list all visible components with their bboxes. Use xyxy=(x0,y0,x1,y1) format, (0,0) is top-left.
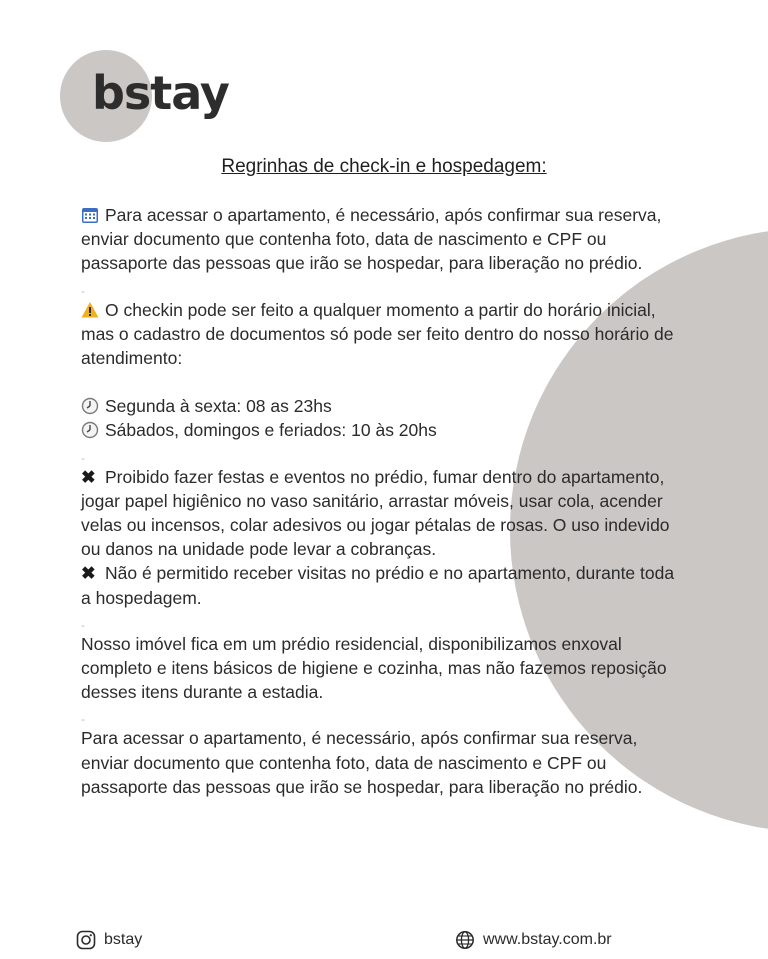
paragraph-visits: ✖ Não é permitido receber visitas no prédio e no apartamento, durante toda a hospedagem. xyxy=(81,563,675,608)
paragraph-documents-repeat: Para acessar o apartamento, é necessário, após confirmar sua reserva, enviar documento que contenha foto, data de nascimento e CPF ou passaporte das pessoas que irão se hospedar, para liberação no prédio. xyxy=(81,728,643,797)
x-mark-icon: ✖ xyxy=(81,466,96,487)
x-mark-icon: ✖ xyxy=(81,563,96,584)
globe-icon xyxy=(455,930,475,950)
warning-icon xyxy=(81,301,99,319)
paragraph-prohibitions: ✖ Proibido fazer festas e eventos no prédio, fumar dentro do apartamento, jogar papel higiênico no vaso sanitário, arrastar móveis, usar cola, acender velas ou incensos, colar adesivos ou jogar pétalas de rosas. O uso indevido ou danos na unidade pode levar a cobranças. xyxy=(81,466,670,560)
paragraph-amenities: Nosso imóvel fica em um prédio residencial, disponibilizamos enxoval completo e itens básicos de higiene e cozinha, mas não fazemos reposição desses itens durante a estadia. xyxy=(81,633,667,703)
brand-logo: bstay xyxy=(92,66,229,120)
page-title: Regrinhas de check-in e hospedagem: xyxy=(221,156,547,177)
calendar-icon xyxy=(81,206,99,224)
website-link[interactable]: www.bstay.com.br xyxy=(483,931,612,948)
clock-icon xyxy=(81,421,99,439)
paragraph-documents: Para acessar o apartamento, é necessário, após confirmar sua reserva, enviar documento que contenha foto, data de nascimento e CPF ou passaporte das pessoas que irão se hospedar, para liberação no prédio. xyxy=(81,205,662,274)
footer-instagram[interactable] xyxy=(76,930,142,950)
separator: - xyxy=(81,617,85,632)
clock-icon xyxy=(81,397,99,415)
separator: - xyxy=(81,283,85,298)
paragraph-checkin: O checkin pode ser feito a qualquer momento a partir do horário inicial, mas o cadastro de documentos só pode ser feito dentro do nosso horário de atendimento: xyxy=(81,299,674,369)
hours-weekdays: Segunda à sexta: 08 as 23hs xyxy=(81,394,681,418)
separator: - xyxy=(81,450,85,465)
footer-website[interactable] xyxy=(455,930,612,950)
instagram-handle[interactable]: bstay xyxy=(104,931,143,948)
separator: - xyxy=(81,712,85,727)
rules-content xyxy=(81,203,681,799)
instagram-icon xyxy=(76,930,96,950)
hours-weekends: Sábados, domingos e feriados: 10 às 20hs xyxy=(81,418,681,442)
